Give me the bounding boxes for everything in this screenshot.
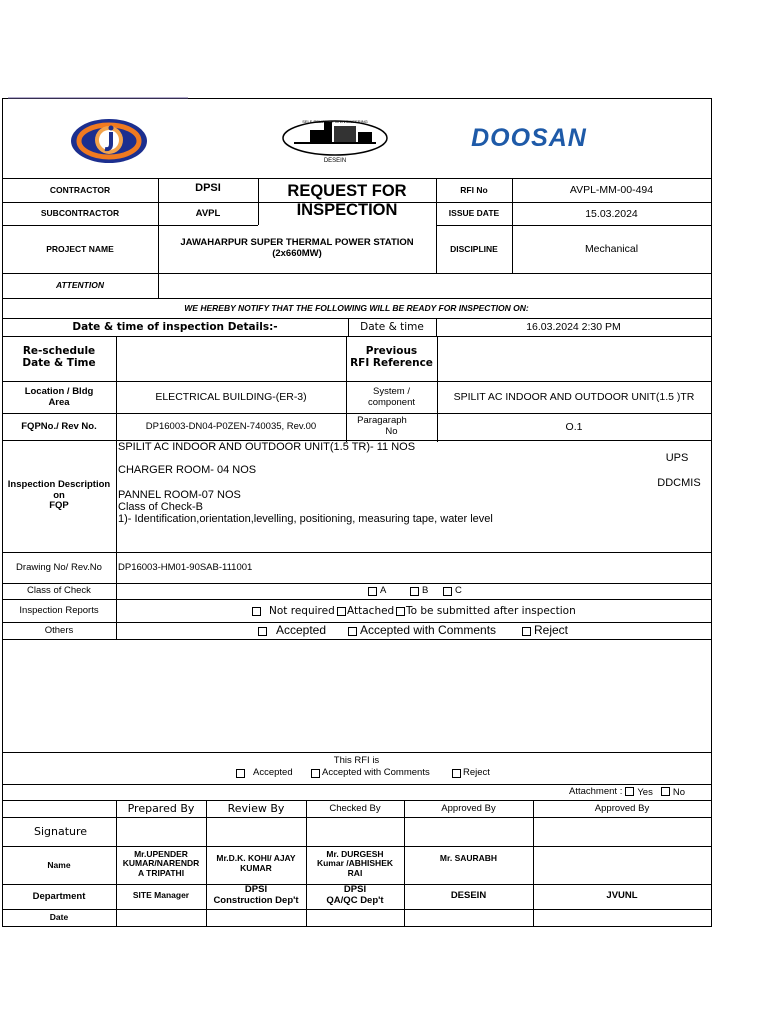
report-option-attached[interactable]: Attached — [337, 600, 399, 622]
inspection-label-line3: FQP — [49, 499, 69, 511]
date-label: Date — [49, 912, 69, 923]
checkbox-icon — [337, 607, 346, 616]
approved-by-header-1: Approved By — [441, 802, 496, 814]
inspection-label-line1: Inspection Description — [7, 478, 111, 490]
inspection-reports-label: Inspection Reports — [19, 604, 99, 616]
rfi-status-accepted[interactable]: Accepted — [236, 767, 306, 780]
paragraph-value: O.1 — [565, 420, 583, 433]
inspection-label-line2: on — [53, 489, 65, 501]
others-option-reject[interactable]: Reject — [522, 623, 582, 639]
attachment-yes-option[interactable]: Yes — [625, 787, 653, 799]
doosan-logo: DOOSAN — [471, 123, 587, 152]
rfi-no-value: AVPL-MM-00-494 — [569, 184, 654, 197]
others-label: Others — [44, 624, 74, 636]
checkbox-icon — [661, 787, 670, 796]
paragraph-label-line1: Paragaraph — [357, 414, 407, 426]
attachment-label: Attachment : — [569, 786, 623, 798]
system-label-line1: System / — [373, 385, 410, 397]
drawing-value: DP16003-HM01-90SAB-111001 — [118, 561, 253, 573]
name-checked-line2: Kumar /ABHISHEK — [316, 857, 394, 868]
inspection-line-5: 1)- Identification,orientation,levelling, positioning, measuring tape, water level — [118, 513, 493, 526]
issue-date-value: 15.03.2024 — [585, 207, 638, 220]
inspection-line-3: PANNEL ROOM-07 NOS — [118, 489, 241, 502]
reschedule-label-line1: Re-schedule — [22, 345, 96, 358]
report-option-after-inspection[interactable]: To be submitted after inspection — [396, 600, 586, 622]
rfi-status-reject[interactable]: Reject — [452, 767, 502, 780]
dept-checked-line2: QA/QC Dep't — [326, 894, 384, 906]
report-option-not-required[interactable]: Not required — [252, 600, 336, 622]
prepared-by-header: Prepared By — [127, 801, 195, 815]
checkbox-icon — [258, 627, 267, 636]
class-of-check-label: Class of Check — [27, 585, 91, 597]
subcontractor-label: SUBCONTRACTOR — [40, 208, 120, 219]
desein-seal-text: SELF-RELIANCE IN ENGINEERING — [302, 119, 368, 124]
desein-caption: DESEIN — [323, 158, 347, 164]
others-option-accepted[interactable]: Accepted — [258, 623, 338, 639]
reschedule-label-line2: Date & Time — [22, 357, 96, 370]
contractor-value: DPSI — [195, 181, 221, 194]
datetime-details-label: Date & time of inspection Details:- — [72, 321, 278, 334]
name-prepared-line3: A TRIPATHI — [137, 867, 185, 878]
attention-value — [158, 274, 711, 298]
header-underline — [8, 97, 188, 99]
system-label-line2: component — [367, 396, 415, 408]
department-label: Department — [32, 890, 86, 902]
attachment-row — [569, 785, 711, 800]
checkbox-icon — [311, 769, 320, 778]
dept-review-line2: Construction Dep't — [213, 894, 299, 906]
dept-prepared: SITE Manager — [132, 890, 190, 901]
project-name-label: PROJECT NAME — [46, 243, 114, 254]
notice-text: WE HEREBY NOTIFY THAT THE FOLLOWING WILL BE READY FOR INSPECTION ON: — [184, 302, 529, 313]
rfi-no-label: RFI No — [460, 184, 488, 195]
rfi-status-title: This RFI is — [333, 754, 380, 766]
name-review-line2: KUMAR — [240, 862, 272, 873]
inspection-side-ups: UPS — [665, 452, 689, 465]
inspection-side-ddcmis: DDCMIS — [657, 477, 701, 490]
dept-checked-line1: DPSI — [343, 883, 367, 895]
project-name-line1: JAWAHARPUR SUPER THERMAL POWER STATION — [180, 236, 414, 248]
inspection-line-2: CHARGER ROOM- 04 NOS — [118, 464, 257, 477]
checkbox-icon — [368, 587, 377, 596]
attachment-no-option[interactable]: No — [661, 787, 685, 799]
name-label: Name — [47, 859, 71, 870]
form-title-line2: INSPECTION — [296, 200, 398, 219]
checkbox-icon — [348, 627, 357, 636]
name-approved-2 — [533, 847, 711, 884]
dept-approved-2: JVUNL — [606, 889, 638, 901]
class-option-b[interactable]: B — [410, 584, 450, 599]
checkbox-icon — [236, 769, 245, 778]
checkbox-icon — [452, 769, 461, 778]
signature-label: Signature — [34, 824, 88, 838]
datetime-label: Date & time — [360, 321, 424, 334]
inspection-line-1: SPILIT AC INDOOR AND OUTDOOR UNIT(1.5 TR)- 11 NOS — [118, 441, 416, 454]
location-value: ELECTRICAL BUILDING-(ER-3) — [155, 391, 307, 404]
location-label-line2: Area — [48, 396, 70, 408]
previous-rfi-label-line2: RFI Reference — [350, 357, 433, 370]
subcontractor-value: AVPL — [195, 207, 221, 219]
name-review-line1: Mr.D.K. KOHI/ AJAY — [216, 852, 296, 863]
approved-by-header-2: Approved By — [594, 802, 650, 814]
others-option-accepted-with-comments[interactable]: Accepted with Comments — [348, 623, 518, 639]
jvunl-logo — [64, 110, 154, 170]
checkbox-icon — [396, 607, 405, 616]
fqp-value: DP16003-DN04-P0ZEN-740035, Rev.00 — [145, 420, 317, 432]
previous-rfi-label-line1: Previous — [365, 345, 418, 358]
name-checked-line1: Mr. DURGESH — [326, 848, 384, 859]
checkbox-icon — [522, 627, 531, 636]
discipline-label: DISCIPLINE — [450, 243, 498, 254]
checkbox-icon — [410, 587, 419, 596]
contractor-label: CONTRACTOR — [49, 184, 111, 195]
form-title-line1: REQUEST FOR — [287, 181, 407, 200]
project-name-line2: (2x660MW) — [272, 247, 322, 259]
checkbox-icon — [252, 607, 261, 616]
location-label-line1: Location / Bldg — [24, 385, 94, 397]
class-option-a[interactable]: A — [368, 584, 408, 599]
dept-approved-1: DESEIN — [450, 889, 487, 901]
checkbox-icon — [443, 587, 452, 596]
name-approved-1: Mr. SAURABH — [439, 853, 498, 864]
attention-label: ATTENTION — [55, 280, 104, 291]
name-checked-line3: RAI — [347, 867, 363, 878]
name-prepared-line1: Mr.UPENDER — [134, 848, 188, 859]
checked-by-header: Checked By — [329, 802, 381, 814]
system-value: SPILIT AC INDOOR AND OUTDOOR UNIT(1.5 )TR — [453, 391, 695, 404]
inspection-line-4: Class of Check-B — [118, 501, 203, 514]
name-prepared-line2: KUMAR/NARENDR — [122, 857, 200, 868]
rfi-status-accepted-with-comments[interactable]: Accepted with Comments — [311, 767, 451, 780]
desein-logo — [280, 114, 390, 166]
fqp-label: FQPNo./ Rev No. — [21, 420, 97, 432]
class-option-c[interactable]: C — [443, 584, 483, 599]
paragraph-label-line2: No — [385, 425, 398, 437]
discipline-value: Mechanical — [584, 243, 639, 256]
drawing-label: Drawing No/ Rev.No — [16, 561, 102, 573]
dept-review-line1: DPSI — [244, 883, 268, 895]
checkbox-icon — [625, 787, 634, 796]
review-by-header: Review By — [227, 801, 285, 815]
issue-date-label: ISSUE DATE — [448, 208, 500, 219]
datetime-value: 16.03.2024 2:30 PM — [526, 321, 621, 334]
